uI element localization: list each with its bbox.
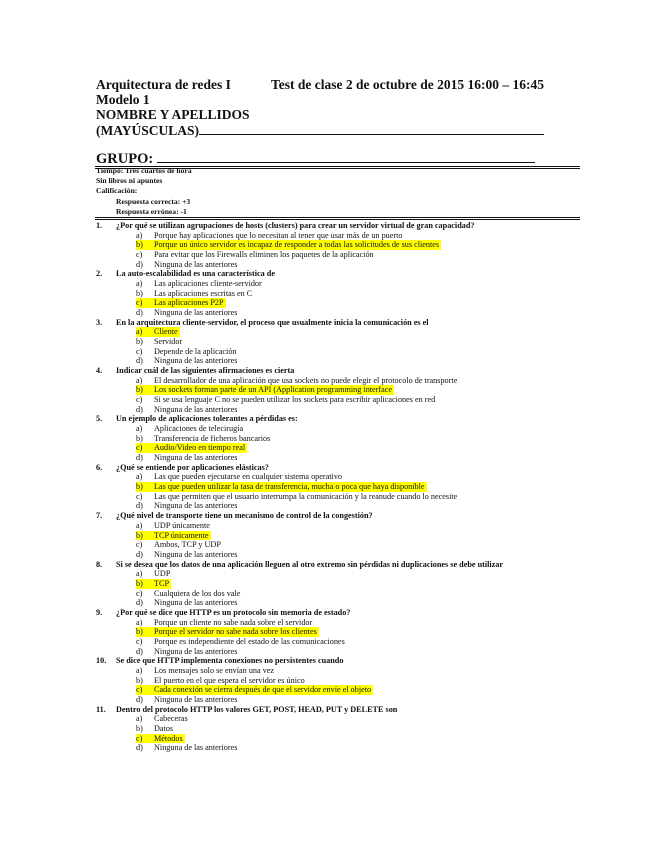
option-text: Las aplicaciones escritas en C bbox=[154, 288, 253, 298]
answer-option bbox=[136, 637, 345, 647]
option-letter: a) bbox=[136, 714, 143, 724]
option-text: UDP únicamente bbox=[154, 520, 210, 530]
option-text: Datos bbox=[154, 723, 174, 733]
answer-option-highlighted bbox=[136, 240, 441, 250]
answer-option bbox=[136, 550, 237, 560]
option-letter: c) bbox=[136, 346, 143, 356]
option-letter: c) bbox=[136, 491, 143, 501]
option-row bbox=[96, 424, 586, 434]
question-list bbox=[96, 221, 586, 753]
answer-option bbox=[136, 279, 262, 289]
answer-option bbox=[136, 376, 457, 386]
question bbox=[96, 656, 586, 666]
option-text: Depende de la aplicación bbox=[154, 346, 237, 356]
answer-option-highlighted bbox=[136, 385, 394, 395]
option-letter: b) bbox=[136, 675, 143, 685]
option-row bbox=[96, 434, 586, 444]
option-text: UDP bbox=[154, 569, 171, 579]
option-text: Ninguna de las anteriores bbox=[154, 308, 238, 318]
answer-option bbox=[136, 714, 188, 724]
question-text: ¿Qué nivel de transporte tiene un mecanismo de control de la congestión? bbox=[116, 511, 373, 521]
info-correct: Respuesta correcta: +3 bbox=[116, 197, 191, 206]
option-letter: d) bbox=[136, 404, 143, 414]
option-row bbox=[96, 443, 586, 453]
option-text: TCP únicamente bbox=[154, 530, 209, 540]
answer-option bbox=[136, 424, 243, 434]
answer-option bbox=[136, 453, 237, 463]
option-letter: a) bbox=[136, 424, 143, 434]
option-row bbox=[96, 598, 586, 608]
option-letter: d) bbox=[136, 743, 143, 753]
group-label: GRUPO: bbox=[96, 151, 154, 167]
option-row bbox=[96, 521, 586, 531]
option-letter: d) bbox=[136, 308, 143, 318]
option-row bbox=[96, 676, 586, 686]
answer-option bbox=[136, 666, 274, 676]
answer-option-highlighted bbox=[136, 482, 427, 492]
answer-option-highlighted bbox=[136, 627, 319, 637]
answer-option-highlighted bbox=[136, 531, 211, 541]
caps-row bbox=[96, 122, 544, 139]
option-letter: c) bbox=[136, 443, 143, 453]
question-text: Se dice que HTTP implementa conexiones no persistentes cuando bbox=[116, 656, 344, 666]
option-text: El desarrollador de una aplicación que usa sockets no puede elegir el protocolo de transporte bbox=[154, 375, 458, 385]
question-text: ¿Por qué se dice que HTTP es un protocolo sin memoria de estado? bbox=[116, 607, 351, 617]
question-text: La auto-escalabilidad es una característica de bbox=[116, 269, 275, 279]
option-text: Ninguna de las anteriores bbox=[154, 549, 238, 559]
option-row bbox=[96, 472, 586, 482]
question-text: En la arquitectura cliente-servidor, el proceso que usualmente inicia la comunicación es el bbox=[116, 317, 429, 327]
question-text: Si se desea que los datos de una aplicación lleguen al otro extremo sin pérdidas ni duplicaciones se debe utilizar bbox=[116, 559, 504, 569]
option-letter: b) bbox=[136, 433, 143, 443]
question-number: 9. bbox=[96, 607, 103, 617]
course-title: Arquitectura de redes I bbox=[96, 77, 231, 92]
option-row bbox=[96, 734, 586, 744]
option-text: Porque el servidor no sabe nada sobre los clientes bbox=[154, 627, 317, 637]
option-row bbox=[96, 627, 586, 637]
option-letter: b) bbox=[136, 578, 143, 588]
option-row bbox=[96, 279, 586, 289]
question-number: 6. bbox=[96, 462, 103, 472]
option-letter: b) bbox=[136, 530, 143, 540]
option-row bbox=[96, 308, 586, 318]
option-text: Ninguna de las anteriores bbox=[154, 598, 238, 608]
divider bbox=[95, 217, 580, 218]
option-letter: a) bbox=[136, 665, 143, 675]
answer-option bbox=[136, 647, 237, 657]
answer-option bbox=[136, 356, 237, 366]
answer-option bbox=[136, 434, 270, 444]
answer-option bbox=[136, 231, 403, 241]
option-row bbox=[96, 618, 586, 628]
question bbox=[96, 221, 586, 231]
option-letter: b) bbox=[136, 385, 143, 395]
option-row bbox=[96, 298, 586, 308]
option-letter: a) bbox=[136, 617, 143, 627]
option-text: TCP bbox=[154, 578, 170, 588]
question-text: ¿Qué se entiende por aplicaciones elásticas? bbox=[116, 462, 269, 472]
option-text: Si se usa lenguaje C no se pueden utilizar los sockets para escribir aplicaciones en red bbox=[154, 395, 436, 405]
answer-option bbox=[136, 569, 170, 579]
option-letter: b) bbox=[136, 240, 143, 250]
info-wrong: Respuesta errónea: -1 bbox=[116, 207, 187, 216]
question bbox=[96, 414, 586, 424]
option-text: Ninguna de las anteriores bbox=[154, 501, 238, 511]
option-text: Porque un único servidor es incapaz de responder a todas las solicitudes de sus clientes bbox=[154, 240, 440, 250]
answer-option-highlighted bbox=[136, 298, 226, 308]
answer-option-highlighted bbox=[136, 734, 185, 744]
option-text: Las que pueden utilizar la tasa de transferencia, mucha o poca que haya disponible bbox=[154, 482, 425, 492]
option-row bbox=[96, 695, 586, 705]
question bbox=[96, 511, 586, 521]
option-text: Porque hay aplicaciones que lo necesitan al tener que usar más de un puerto bbox=[154, 230, 403, 240]
answer-option-highlighted bbox=[136, 327, 180, 337]
answer-option bbox=[136, 724, 173, 734]
option-row bbox=[96, 492, 586, 502]
option-text: Las aplicaciones cliente-servidor bbox=[154, 279, 262, 289]
option-text: Servidor bbox=[154, 337, 183, 347]
option-text: Audio/Video en tiempo real bbox=[154, 443, 246, 453]
option-row bbox=[96, 714, 586, 724]
name-field[interactable] bbox=[199, 122, 544, 135]
option-text: Las que pueden ejecutarse en cualquier sistema operativo bbox=[154, 472, 343, 482]
option-letter: a) bbox=[136, 569, 143, 579]
answer-option bbox=[136, 695, 237, 705]
option-row bbox=[96, 231, 586, 241]
option-row bbox=[96, 569, 586, 579]
question-number: 1. bbox=[96, 221, 103, 230]
answer-option bbox=[136, 676, 305, 686]
answer-option bbox=[136, 589, 240, 599]
option-letter: a) bbox=[136, 327, 143, 337]
option-row bbox=[96, 405, 586, 415]
answer-option bbox=[136, 501, 237, 511]
option-letter: d) bbox=[136, 356, 143, 366]
option-letter: c) bbox=[136, 733, 143, 743]
option-row bbox=[96, 395, 586, 405]
option-letter: a) bbox=[136, 520, 143, 530]
question-number: 2. bbox=[96, 269, 103, 279]
group-field[interactable] bbox=[157, 150, 535, 163]
option-row bbox=[96, 250, 586, 260]
option-row bbox=[96, 685, 586, 695]
option-letter: b) bbox=[136, 337, 143, 347]
option-row bbox=[96, 550, 586, 560]
answer-option-highlighted bbox=[136, 443, 247, 453]
option-letter: d) bbox=[136, 259, 143, 269]
answer-option bbox=[136, 395, 435, 405]
answer-option bbox=[136, 521, 210, 531]
option-row bbox=[96, 327, 586, 337]
question-number: 7. bbox=[96, 511, 103, 521]
option-row bbox=[96, 385, 586, 395]
info-time: Tiempo: Tres cuartos de hora bbox=[96, 166, 192, 175]
question-text: ¿Por qué se utilizan agrupaciones de hosts (clusters) para crear un servidor virtual de gran capacidad? bbox=[116, 221, 475, 230]
option-row bbox=[96, 589, 586, 599]
question-text: Indicar cuál de las siguientes afirmaciones es cierta bbox=[116, 366, 295, 376]
option-letter: c) bbox=[136, 588, 143, 598]
answer-option bbox=[136, 289, 252, 299]
option-letter: c) bbox=[136, 250, 143, 260]
option-letter: b) bbox=[136, 723, 143, 733]
question bbox=[96, 463, 586, 473]
option-row bbox=[96, 666, 586, 676]
option-letter: c) bbox=[136, 685, 143, 695]
option-letter: c) bbox=[136, 636, 143, 646]
option-text: Los mensajes solo se envían una vez bbox=[154, 665, 275, 675]
option-row bbox=[96, 637, 586, 647]
question-text: Dentro del protocolo HTTP los valores GET, POST, HEAD, PUT y DELETE son bbox=[116, 704, 398, 714]
answer-option bbox=[136, 250, 374, 260]
info-grading: Calificación: bbox=[96, 186, 138, 195]
option-row bbox=[96, 453, 586, 463]
option-letter: d) bbox=[136, 549, 143, 559]
option-text: Ninguna de las anteriores bbox=[154, 259, 238, 269]
option-row bbox=[96, 743, 586, 753]
question bbox=[96, 608, 586, 618]
option-letter: d) bbox=[136, 501, 143, 511]
option-letter: c) bbox=[136, 540, 143, 550]
question-number: 5. bbox=[96, 414, 103, 424]
option-row bbox=[96, 376, 586, 386]
model-label: Modelo 1 bbox=[96, 92, 150, 107]
option-row bbox=[96, 540, 586, 550]
option-letter: a) bbox=[136, 230, 143, 240]
option-letter: b) bbox=[136, 482, 143, 492]
option-letter: c) bbox=[136, 298, 143, 308]
answer-option bbox=[136, 260, 237, 270]
test-date: Test de clase 2 de octubre de 2015 16:00 – 16:45 bbox=[271, 77, 544, 92]
option-row bbox=[96, 647, 586, 657]
question bbox=[96, 560, 586, 570]
caps-label: (MAYÚSCULAS) bbox=[96, 123, 200, 138]
option-letter: a) bbox=[136, 375, 143, 385]
option-letter: d) bbox=[136, 598, 143, 608]
question-number: 4. bbox=[96, 366, 103, 376]
option-text: Transferencia de ficheros bancarios bbox=[154, 433, 271, 443]
option-text: Cualquiera de los dos vale bbox=[154, 588, 241, 598]
option-text: Cabeceras bbox=[154, 714, 188, 724]
answer-option bbox=[136, 492, 457, 502]
option-row bbox=[96, 260, 586, 270]
option-row bbox=[96, 724, 586, 734]
answer-option bbox=[136, 405, 237, 415]
option-text: Ninguna de las anteriores bbox=[154, 743, 238, 753]
option-text: Las aplicaciones P2P bbox=[154, 298, 224, 308]
option-text: Porque es independiente del estado de las comunicaciones bbox=[154, 636, 345, 646]
option-text: Ninguna de las anteriores bbox=[154, 356, 238, 366]
question-number: 10. bbox=[96, 656, 107, 666]
option-row bbox=[96, 482, 586, 492]
option-text: Aplicaciones de telecirugía bbox=[154, 424, 244, 434]
answer-option-highlighted bbox=[136, 685, 373, 695]
option-row bbox=[96, 501, 586, 511]
answer-option bbox=[136, 308, 237, 318]
option-letter: c) bbox=[136, 395, 143, 405]
question bbox=[96, 366, 586, 376]
option-text: Cada conexión se cierra después de que el servidor envíe el objeto bbox=[154, 685, 372, 695]
option-row bbox=[96, 347, 586, 357]
option-text: Ambos, TCP y UDP bbox=[154, 540, 221, 550]
option-letter: d) bbox=[136, 694, 143, 704]
option-row bbox=[96, 289, 586, 299]
option-text: Las que permiten que el usuario interrumpa la comunicación y la reanude cuando lo necesite bbox=[154, 491, 458, 501]
option-letter: d) bbox=[136, 646, 143, 656]
answer-option bbox=[136, 743, 237, 753]
info-no-books: Sin libros ni apuntes bbox=[96, 176, 163, 185]
option-text: El puerto en el que espera el servidor es único bbox=[154, 675, 305, 685]
answer-option bbox=[136, 337, 182, 347]
answer-option bbox=[136, 347, 237, 357]
option-text: Porque un cliente no sabe nada sobre el servidor bbox=[154, 617, 313, 627]
answer-option bbox=[136, 540, 221, 550]
answer-option-highlighted bbox=[136, 579, 171, 589]
answer-option bbox=[136, 598, 237, 608]
question bbox=[96, 318, 586, 328]
option-text: Para evitar que los Firewalls eliminen los paquetes de la aplicación bbox=[154, 250, 374, 260]
option-text: Ninguna de las anteriores bbox=[154, 646, 238, 656]
option-text: Los sockets forman parte de un API (Application programming interface bbox=[154, 385, 393, 395]
option-letter: b) bbox=[136, 627, 143, 637]
question-number: 3. bbox=[96, 317, 103, 327]
option-letter: b) bbox=[136, 288, 143, 298]
option-letter: d) bbox=[136, 453, 143, 463]
option-letter: a) bbox=[136, 472, 143, 482]
question-number: 11. bbox=[96, 704, 106, 714]
option-text: Ninguna de las anteriores bbox=[154, 453, 238, 463]
option-text: Ninguna de las anteriores bbox=[154, 694, 238, 704]
question bbox=[96, 269, 586, 279]
question-number: 8. bbox=[96, 559, 103, 569]
option-text: Cliente bbox=[154, 327, 178, 337]
option-text: Métodos bbox=[154, 733, 183, 743]
answer-option bbox=[136, 472, 342, 482]
option-row bbox=[96, 337, 586, 347]
name-label: NOMBRE Y APELLIDOS bbox=[96, 107, 250, 122]
question bbox=[96, 705, 586, 715]
option-letter: a) bbox=[136, 279, 143, 289]
option-row bbox=[96, 531, 586, 541]
divider bbox=[95, 219, 580, 220]
question-text: Un ejemplo de aplicaciones tolerantes a pérdidas es: bbox=[116, 414, 298, 424]
option-row bbox=[96, 579, 586, 589]
answer-option bbox=[136, 618, 312, 628]
option-text: Ninguna de las anteriores bbox=[154, 404, 238, 414]
option-row bbox=[96, 356, 586, 366]
option-row bbox=[96, 240, 586, 250]
